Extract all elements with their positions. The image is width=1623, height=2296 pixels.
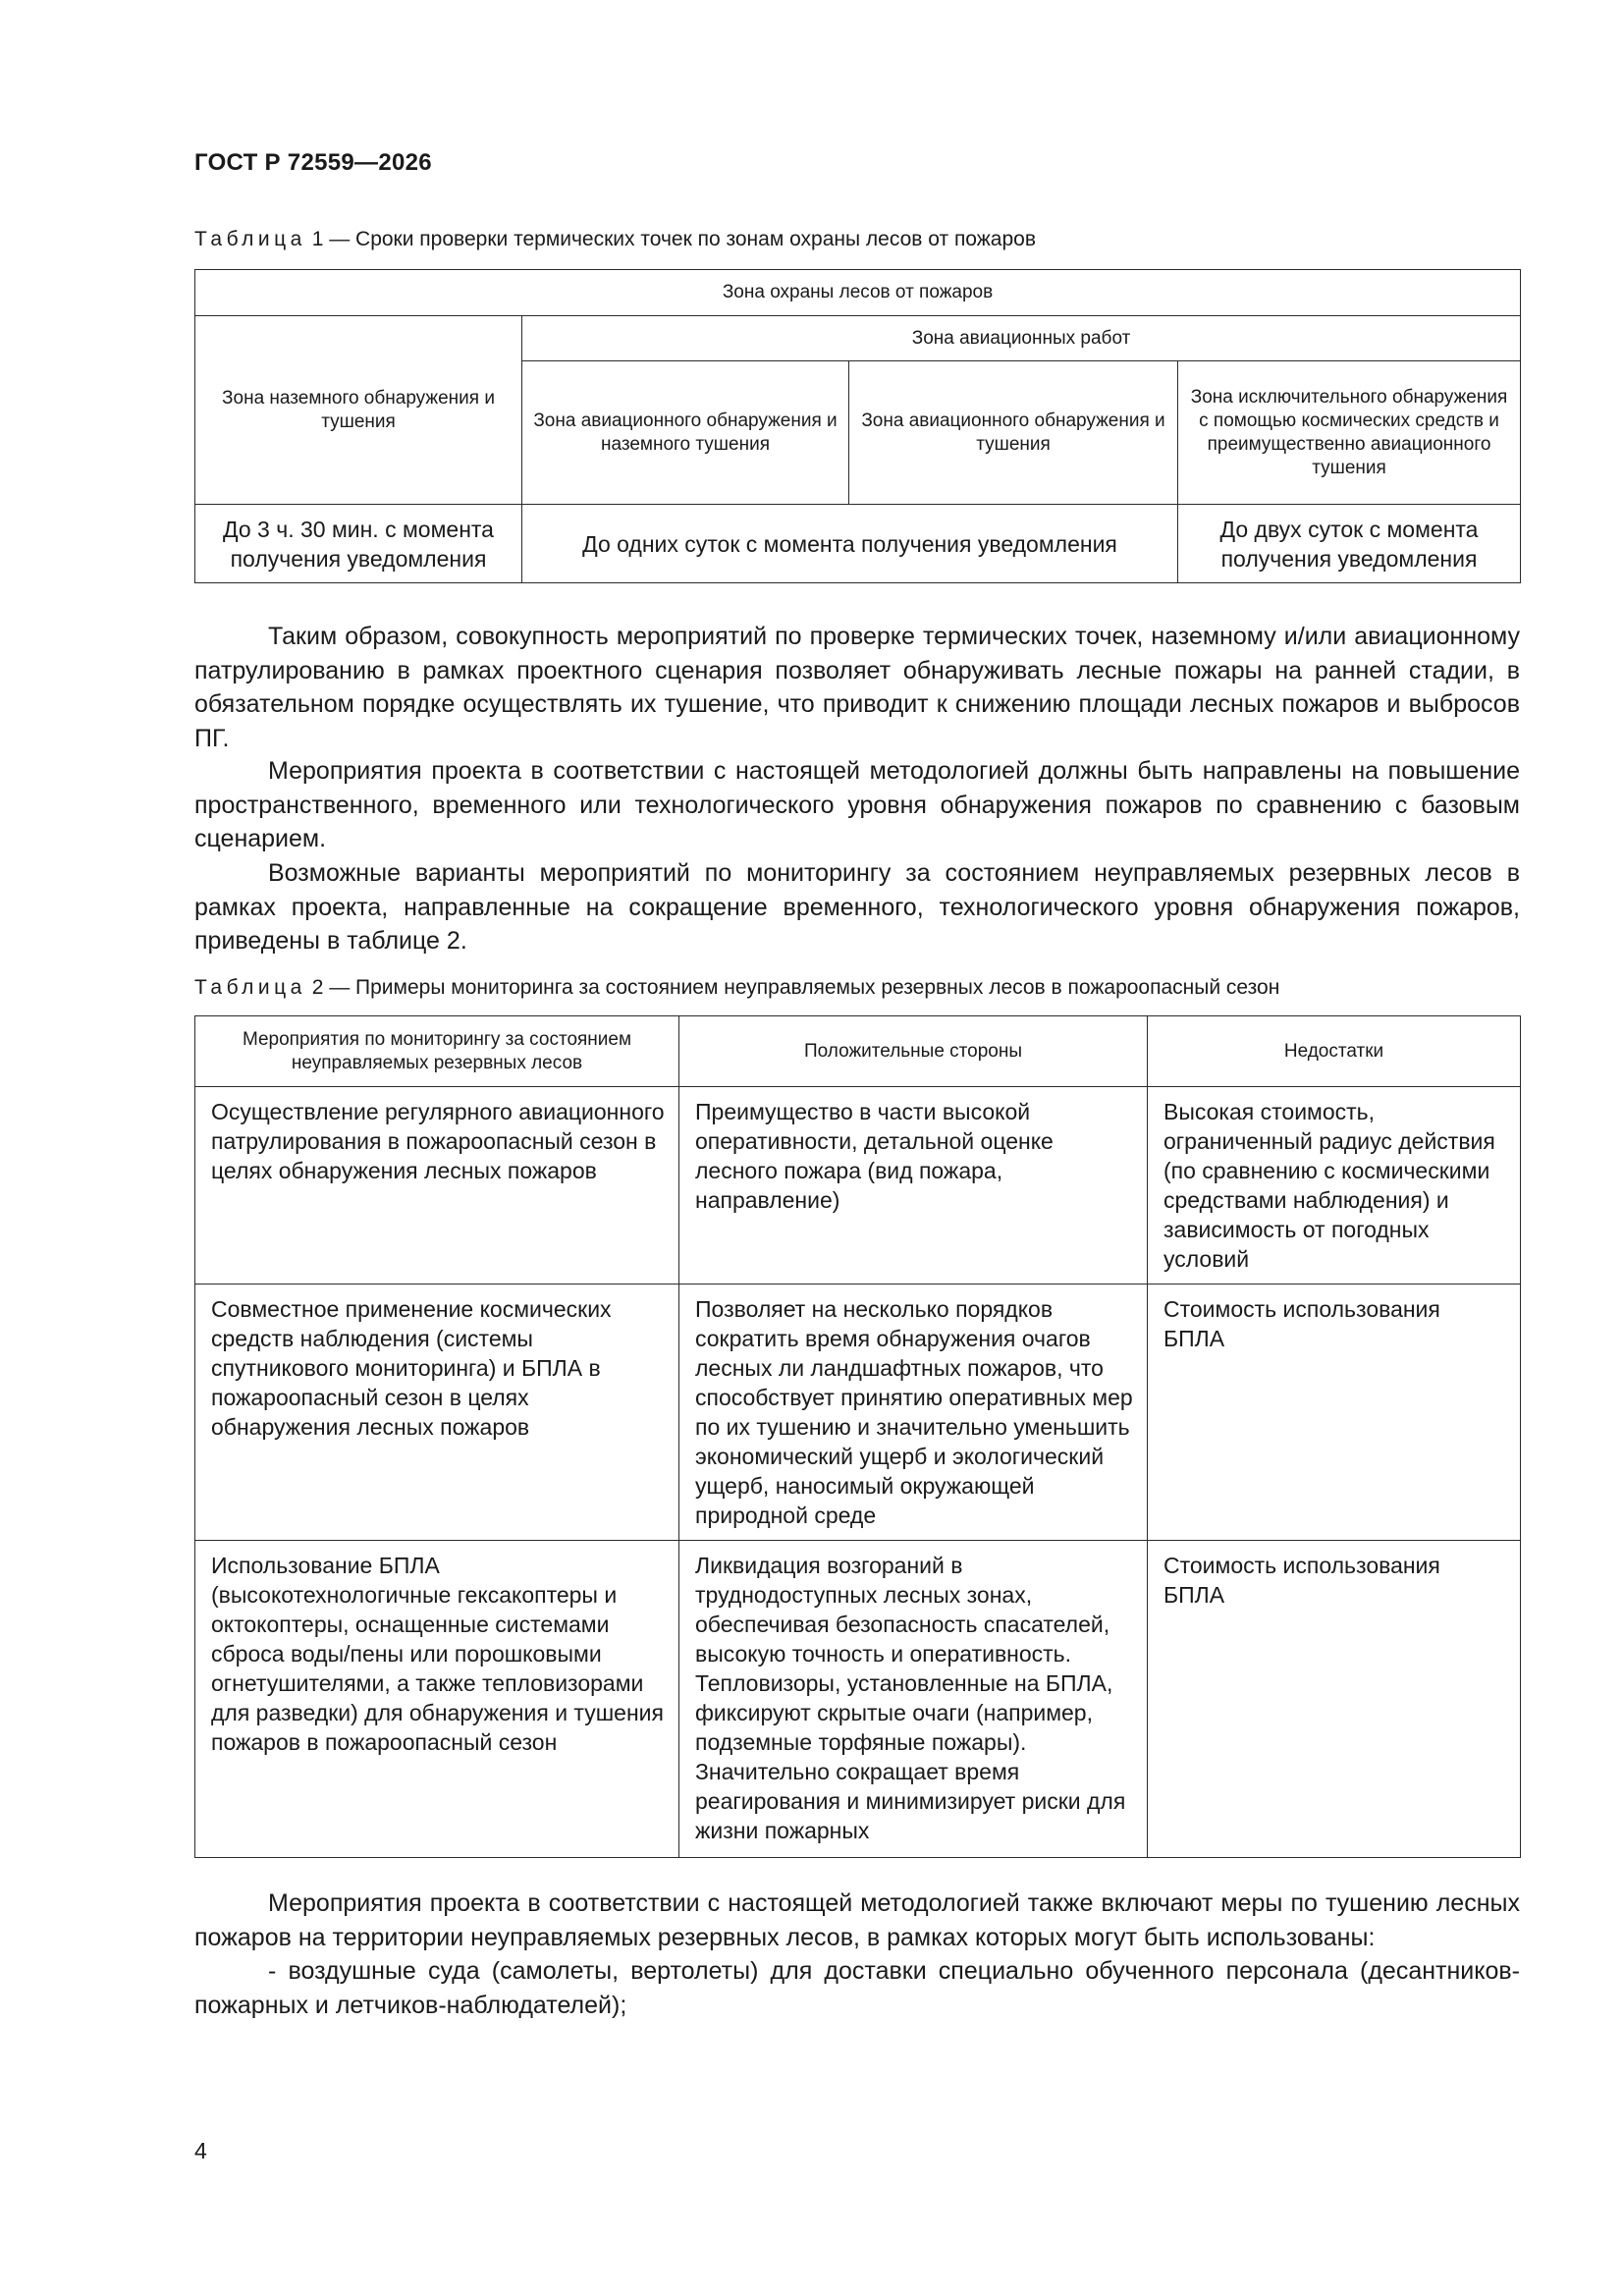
paragraph-5: - воздушные суда (самолеты, вертолеты) для доставки специально обученного персонала (десантников-пожарных и летчиков-наблюдателей); <box>194 1957 1520 2019</box>
table1-caption-label: Таблица <box>194 228 306 250</box>
table1-caption-text: 1 — Сроки проверки термических точек по зонам охраны лесов от пожаров <box>311 228 1036 250</box>
measure-cell: Совместное применение космических средств наблюдения (системы спутникового мониторинга) и БПЛА в пожароопасный сезон в целях обнаружения лесных пожаров <box>195 1285 679 1541</box>
table-row <box>195 1087 1521 1285</box>
table2-caption-label: Таблица <box>194 976 306 999</box>
header-zone-protection: Зона охраны лесов от пожаров <box>195 270 1521 316</box>
monitoring-examples-table <box>194 1015 1521 1858</box>
header-disadvantages: Недостатки <box>1148 1016 1521 1087</box>
table2-caption <box>194 976 1279 1000</box>
header-measures: Мероприятия по мониторингу за состоянием неуправляемых резервных лесов <box>195 1016 679 1087</box>
document-header: ГОСТ Р 72559—2026 <box>194 149 432 176</box>
cell-exclusive-term: До двух суток с момента получения уведомления <box>1178 505 1521 583</box>
header-avia-ground-zone: Зона авиационного обнаружения и наземного тушения <box>522 361 849 505</box>
paragraph-3: Возможные варианты мероприятий по мониторингу за состоянием неуправляемых резервных лесов в рамках проекта, направленные на сокращение временного, технологического уровня обнаружения пожаров, приведены в таблице 2. <box>194 859 1520 955</box>
advantage-cell: Позволяет на несколько порядков сократить время обнаружения очагов лесных ли ландшафтных пожаров, что способствует принятию оперативных мер по их тушению и значительно уменьшить экономический ущерб и экологический ущерб, наносимый окружающей природной среде <box>679 1285 1148 1541</box>
header-ground-zone: Зона наземного обнаружения и тушения <box>195 316 522 505</box>
disadvantage-cell: Высокая стоимость, ограниченный радиус действия (по сравнению с космическими средствами наблюдения) и зависимость от погодных условий <box>1148 1087 1521 1285</box>
header-aviation-zone: Зона авиационных работ <box>522 316 1521 361</box>
paragraph-2: Мероприятия проекта в соответствии с настоящей методологией должны быть направлены на повышение пространственного, временного или технологического уровня обнаружения пожаров по сравнению с базовым сценарием. <box>194 757 1520 852</box>
table-row <box>195 1285 1521 1541</box>
measure-cell: Осуществление регулярного авиационного патрулирования в пожароопасный сезон в целях обнаружения лесных пожаров <box>195 1087 679 1285</box>
disadvantage-cell: Стоимость использования БПЛА <box>1148 1285 1521 1541</box>
paragraph-1: Таким образом, совокупность мероприятий по проверке термических точек, наземному и/или авиационному патрулированию в рамках проектного сценария позволяет обнаруживать лесные пожары на ранней стадии, в обязательном порядке осуществлять их тушение, что приводит к снижению площади лесных пожаров и выбросов ПГ. <box>194 623 1520 752</box>
page-number: 4 <box>194 2138 207 2163</box>
paragraph-4: Мероприятия проекта в соответствии с настоящей методологией также включают меры по тушению лесных пожаров на территории неуправляемых резервных лесов, в рамках которых могут быть использованы: <box>194 1889 1520 1951</box>
advantage-cell: Ликвидация возгораний в труднодоступных лесных зонах, обеспечивая безопасность спасателей, высокую точность и оперативность. Тепловизоры, установленные на БПЛА, фиксируют скрытые очаги (например, подземные торфяные пожары). Значительно сокращает время реагирования и минимизирует риски для жизни пожарных <box>679 1541 1148 1858</box>
advantage-cell: Преимущество в части высокой оперативности, детальной оценке лесного пожара (вид пожара, направление) <box>679 1087 1148 1285</box>
header-advantages: Положительные стороны <box>679 1016 1148 1087</box>
measure-cell: Использование БПЛА (высокотехнологичные гексакоптеры и октокоптеры, оснащенные системами сброса воды/пены или порошковыми огнетушителями, а также тепловизорами для разведки) для обнаружения и тушения пожаров в пожароопасный сезон <box>195 1541 679 1858</box>
table2-caption-text: 2 — Примеры мониторинга за состоянием неуправляемых резервных лесов в пожароопасный сезон <box>311 976 1280 999</box>
cell-aviation-term: До одних суток с момента получения уведомления <box>522 505 1178 583</box>
cell-ground-term: До 3 ч. 30 мин. с момента получения уведомления <box>195 505 522 583</box>
disadvantage-cell: Стоимость использования БПЛА <box>1148 1541 1521 1858</box>
table-row <box>195 1541 1521 1858</box>
header-avia-zone: Зона авиационного обнаружения и тушения <box>849 361 1178 505</box>
header-exclusive-zone: Зона исключительного обнаружения с помощью космических средств и преимущественно авиационного тушения <box>1178 361 1521 505</box>
table1-caption <box>194 228 1036 251</box>
fire-check-terms-table <box>194 269 1521 583</box>
